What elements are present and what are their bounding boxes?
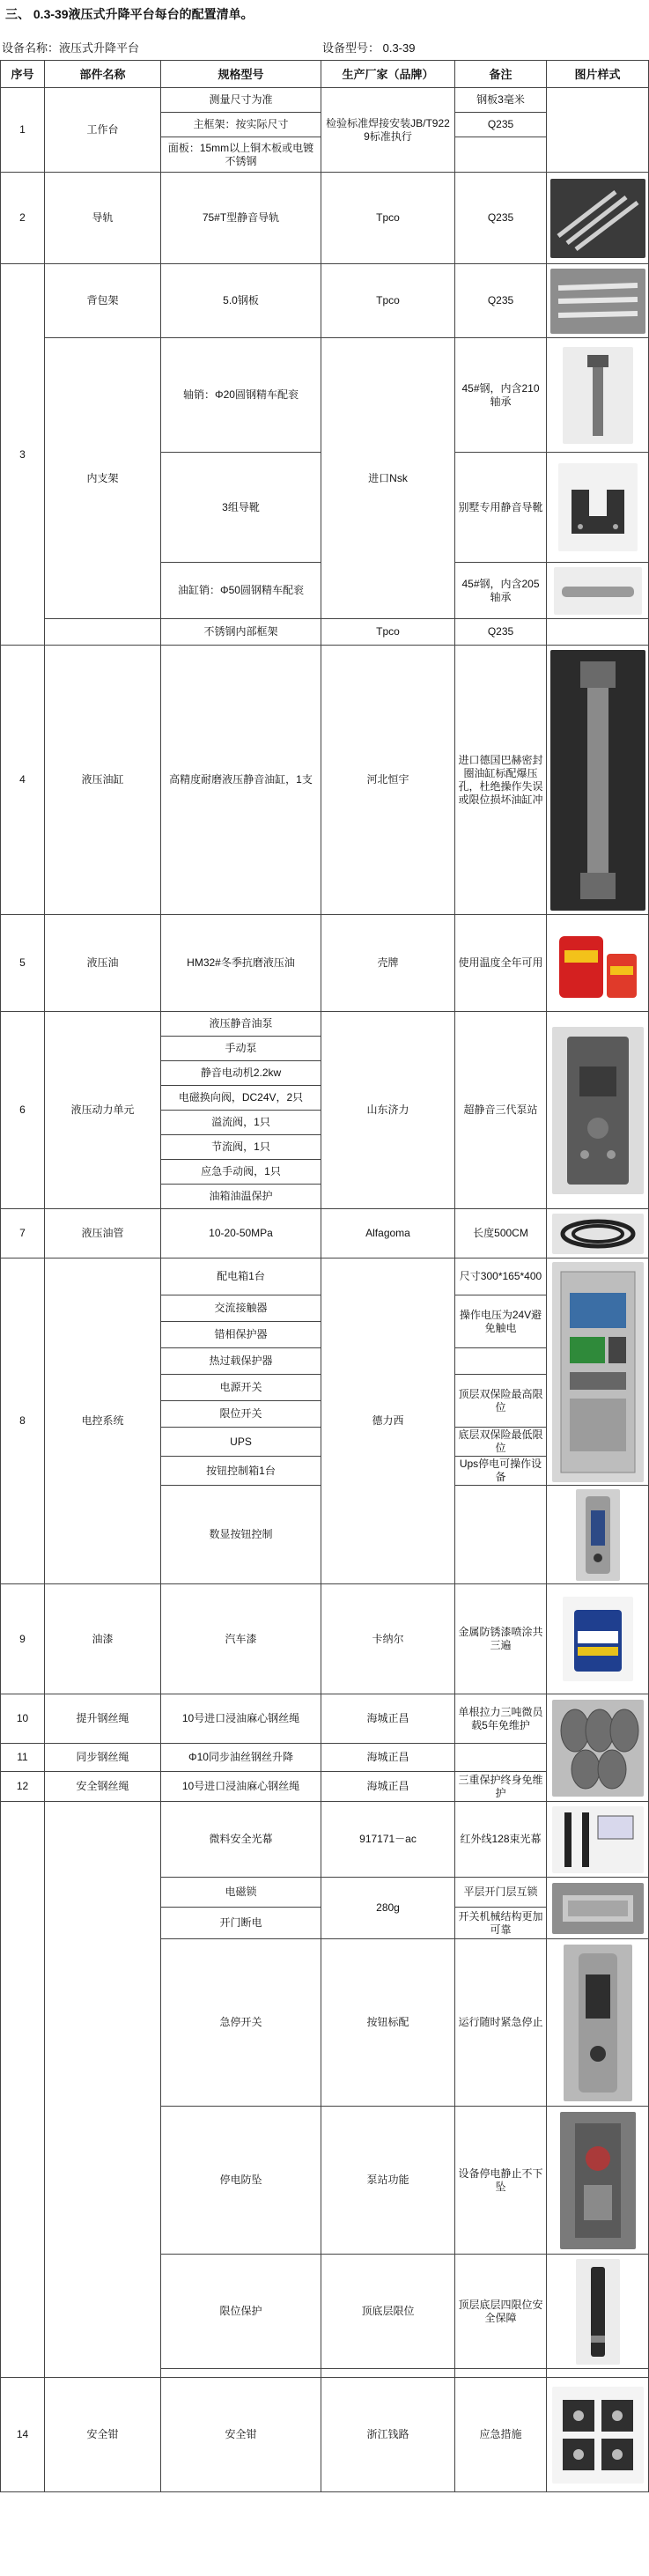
cell-spec: 5.0钢板: [161, 264, 321, 338]
cell-spec: 溢流阀，1只: [161, 1111, 321, 1135]
table-row: [1, 1694, 649, 1744]
cell-note: 进口德国巴赫密封圈油缸标配爆压孔，杜绝操作失误或限位损坏油缸冲: [455, 646, 547, 915]
table-row: [1, 646, 649, 915]
device-name: 设备名称：液压式升降平台: [2, 41, 140, 55]
cell-spec: 汽车漆: [161, 1584, 321, 1694]
table-row: [1, 1209, 649, 1258]
cell-image: [547, 1584, 649, 1694]
guide-shoe-photo: [558, 463, 638, 551]
cell-image: [547, 264, 649, 338]
cell-spec: 10-20-50MPa: [161, 1209, 321, 1258]
table-row: [1, 264, 649, 338]
cell-part: 导轨: [45, 173, 161, 264]
cell-spec: 数显按钮控制: [161, 1486, 321, 1584]
cell-note: 平层开门层互锁: [455, 1878, 547, 1908]
cell-note: 45#钢，内含205轴承: [455, 563, 547, 619]
cell-no: 12: [1, 1772, 45, 1802]
cell-note: 三重保护终身免维护: [455, 1772, 547, 1802]
cell-note: 45#钢，内含210轴承: [455, 338, 547, 453]
cell-image: [547, 563, 649, 619]
cell-image: [547, 453, 649, 563]
cell-note: 底层双保险最低限位: [455, 1428, 547, 1457]
cell-no: 10: [1, 1694, 45, 1744]
cell-spec: 测量尺寸为准: [161, 88, 321, 113]
cell-spec: 错相保护器: [161, 1322, 321, 1348]
header-row: [1, 61, 649, 88]
cell-spec: 10号进口浸油麻心钢丝绳: [161, 1772, 321, 1802]
cell-spec: 手动泵: [161, 1037, 321, 1061]
magnetic-lock-photo: [552, 1883, 644, 1934]
cell-image: [547, 1878, 649, 1939]
cell-spec: 按钮控制箱1台: [161, 1457, 321, 1486]
header-no: 序号: [1, 61, 45, 88]
cell-spec: 75#T型静音导轨: [161, 173, 321, 264]
cell-image: [547, 173, 649, 264]
cell-maker: 山东济力: [321, 1012, 455, 1209]
cell-part: 同步钢丝绳: [45, 1744, 161, 1772]
rail-bundle-photo: [550, 179, 645, 258]
cell-part: 安全钳: [45, 2378, 161, 2492]
cell-image-empty: [547, 88, 649, 173]
cell-image: [547, 338, 649, 453]
hose-coil-photo: [552, 1214, 644, 1254]
cell-part: 油漆: [45, 1584, 161, 1694]
paint-can-photo: [563, 1597, 633, 1681]
cell-image: [547, 1802, 649, 1878]
header-part: 部件名称: [45, 61, 161, 88]
cell-spec: 静音电动机2.2kw: [161, 1061, 321, 1086]
cell-spec: 不锈钢内部框架: [161, 619, 321, 646]
table-row: [1, 1584, 649, 1694]
cell-spec: 急停开关: [161, 1939, 321, 2107]
cell-image: [547, 915, 649, 1012]
cell-spec: 微料安全光幕: [161, 1802, 321, 1878]
header-maker: 生产厂家（品牌）: [321, 61, 455, 88]
cell-no: 2: [1, 173, 45, 264]
limit-switch-photo: [576, 2259, 620, 2365]
cell-maker: 280g: [321, 1878, 455, 1939]
cell-no: 11: [1, 1744, 45, 1772]
cell-image: [547, 1209, 649, 1258]
cell-part: 内支架: [45, 338, 161, 619]
cell-maker: 海城正昌: [321, 1772, 455, 1802]
cell-no: 9: [1, 1584, 45, 1694]
cell-part: 电控系统: [45, 1258, 161, 1584]
oil-cans-photo: [552, 921, 644, 1006]
cell-spec: 油缸销：Φ50圆钢精车配衮: [161, 563, 321, 619]
cell-no: 3: [1, 264, 45, 646]
cell-spec-empty: [161, 2369, 321, 2378]
table-row: [1, 1802, 649, 1878]
table-row: [1, 1258, 649, 1295]
cell-spec: 电磁换向阀，DC24V，2只: [161, 1086, 321, 1111]
cell-maker: 检验标准焊接安装JB/T9229标准执行: [321, 88, 455, 173]
cell-maker: 河北恒宇: [321, 646, 455, 915]
cell-no-empty: [1, 1802, 45, 2378]
cell-maker: Alfagoma: [321, 1209, 455, 1258]
cell-note: 设备停电静止不下坠: [455, 2107, 547, 2255]
cell-note: 钢板3毫米: [455, 88, 547, 113]
cell-image: [547, 1258, 649, 1486]
cell-image: [547, 1012, 649, 1209]
table-row: [1, 88, 649, 113]
cell-note: Ups停电可操作设备: [455, 1457, 547, 1486]
cell-spec: 电磁锁: [161, 1878, 321, 1908]
cell-maker: Tpco: [321, 264, 455, 338]
cell-maker: Tpco: [321, 619, 455, 646]
cell-part: 液压动力单元: [45, 1012, 161, 1209]
cell-no: 14: [1, 2378, 45, 2492]
table-row: [1, 619, 649, 646]
cell-image: [547, 646, 649, 915]
cell-spec: 3组导靴: [161, 453, 321, 563]
cell-spec: 安全钳: [161, 2378, 321, 2492]
cell-spec: 停电防坠: [161, 2107, 321, 2255]
cell-spec: 限位保护: [161, 2255, 321, 2369]
cell-spec: HM32#冬季抗磨液压油: [161, 915, 321, 1012]
cell-part-empty: [45, 619, 161, 646]
cell-part: 液压油缸: [45, 646, 161, 915]
cell-maker: 德力西: [321, 1258, 455, 1584]
cell-spec: 交流接触器: [161, 1295, 321, 1322]
table-row: [1, 915, 649, 1012]
button-box-photo: [576, 1489, 620, 1581]
cell-note-empty: [455, 137, 547, 173]
cell-part: 背包架: [45, 264, 161, 338]
cell-note: 使用温度全年可用: [455, 915, 547, 1012]
table-row: [1, 173, 649, 264]
cell-maker: 进口Nsk: [321, 338, 455, 619]
cell-maker: 按钮标配: [321, 1939, 455, 2107]
cell-part: 工作台: [45, 88, 161, 173]
cell-spec: 面板：15mm以上铜木板或电镀不锈钢: [161, 137, 321, 173]
cell-maker: 顶底层限位: [321, 2255, 455, 2369]
cell-note-empty: [455, 2369, 547, 2378]
cell-spec: 油箱油温保护: [161, 1185, 321, 1209]
header-note: 备注: [455, 61, 547, 88]
cell-spec: 液压静音油泵: [161, 1012, 321, 1037]
cell-part-empty: [45, 1802, 161, 2378]
cell-note: 红外线128束光幕: [455, 1802, 547, 1878]
cell-note: 顶层底层四限位安全保障: [455, 2255, 547, 2369]
cell-maker: 海城正昌: [321, 1694, 455, 1744]
cell-maker-empty: [321, 2369, 455, 2378]
cell-no: 8: [1, 1258, 45, 1584]
cell-spec: 主框架：按实际尺寸: [161, 113, 321, 137]
safety-clamp-photo: [552, 2387, 644, 2484]
cell-note: 运行随时紧急停止: [455, 1939, 547, 2107]
cell-maker: 917171－ac: [321, 1802, 455, 1878]
cell-image: [547, 2255, 649, 2369]
cell-note: 开关机械结构更加可靠: [455, 1908, 547, 1939]
cell-image-empty: [547, 619, 649, 646]
fall-protection-photo: [560, 2112, 636, 2249]
cell-part: 提升钢丝绳: [45, 1694, 161, 1744]
bolt-photo: [563, 347, 633, 444]
cell-spec: 节流阀，1只: [161, 1135, 321, 1160]
cell-maker: Tpco: [321, 173, 455, 264]
cell-image-empty: [547, 2369, 649, 2378]
cell-maker: 壳牌: [321, 915, 455, 1012]
cell-maker: 浙江钱路: [321, 2378, 455, 2492]
cell-spec: 热过载保护器: [161, 1348, 321, 1375]
cell-spec: 开门断电: [161, 1908, 321, 1939]
cell-note: 操作电压为24V避免触电: [455, 1295, 547, 1348]
cell-note: 应急措施: [455, 2378, 547, 2492]
table-row: [1, 2378, 649, 2492]
device-model: 设备型号： 0.3-39: [322, 41, 416, 55]
shaft-pin-photo: [554, 567, 642, 615]
cell-no: 4: [1, 646, 45, 915]
cell-no: 1: [1, 88, 45, 173]
cell-spec: UPS: [161, 1428, 321, 1457]
cell-note: Q235: [455, 173, 547, 264]
cell-note-empty: [455, 1486, 547, 1584]
cell-spec: 配电箱1台: [161, 1258, 321, 1295]
cell-note: Q235: [455, 113, 547, 137]
wire-rope-photo: [552, 1700, 644, 1797]
cell-spec: 轴销：Φ20圆钢精车配衮: [161, 338, 321, 453]
cell-note: Q235: [455, 264, 547, 338]
cell-note: 单根拉力三吨微员载5年免维护: [455, 1694, 547, 1744]
cell-image: [547, 2378, 649, 2492]
cell-image: [547, 1939, 649, 2107]
cell-spec: 应急手动阀，1只: [161, 1160, 321, 1185]
cell-no: 6: [1, 1012, 45, 1209]
cell-part: 液压油: [45, 915, 161, 1012]
section-heading: 三、 0.3-39液压式升降平台每台的配置清单。: [5, 7, 254, 21]
cell-spec: 限位开关: [161, 1401, 321, 1428]
cell-maker: 卡纳尔: [321, 1584, 455, 1694]
cell-spec: 高精度耐磨液压静音油缸，1支: [161, 646, 321, 915]
stop-button-photo: [564, 1945, 632, 2101]
cell-no: 7: [1, 1209, 45, 1258]
cell-no: 5: [1, 915, 45, 1012]
light-curtain-photo: [552, 1806, 644, 1873]
cell-part: 液压油管: [45, 1209, 161, 1258]
cell-image: [547, 1486, 649, 1584]
control-cabinet-photo: [552, 1262, 644, 1482]
cell-spec: 10号进口浸油麻心钢丝绳: [161, 1694, 321, 1744]
cell-note: 尺寸300*165*400: [455, 1258, 547, 1295]
header-image: 图片样式: [547, 61, 649, 88]
cell-maker: 泵站功能: [321, 2107, 455, 2255]
cell-note: 顶层双保险最高限位: [455, 1375, 547, 1428]
steel-bracket-photo: [550, 269, 645, 334]
table-row: [1, 1012, 649, 1037]
cell-spec: 电源开关: [161, 1375, 321, 1401]
pump-station-photo: [552, 1027, 644, 1194]
cell-note: 金属防锈漆喷涂共三遍: [455, 1584, 547, 1694]
cell-note: 别墅专用静音导靴: [455, 453, 547, 563]
cell-part: 安全钢丝绳: [45, 1772, 161, 1802]
cell-note: 超静音三代泵站: [455, 1012, 547, 1209]
cell-image: [547, 1694, 649, 1802]
cell-spec: Φ10同步油丝钢丝升降: [161, 1744, 321, 1772]
cell-note: Q235: [455, 619, 547, 646]
cell-note-empty: [455, 1744, 547, 1772]
configuration-table: [0, 60, 649, 2492]
hydraulic-cylinder-photo: [550, 650, 645, 911]
cell-note: 长度500CM: [455, 1209, 547, 1258]
cell-image: [547, 2107, 649, 2255]
cell-maker: 海城正昌: [321, 1744, 455, 1772]
header-spec: 规格型号: [161, 61, 321, 88]
cell-note-empty: [455, 1348, 547, 1375]
table-row: [1, 338, 649, 453]
